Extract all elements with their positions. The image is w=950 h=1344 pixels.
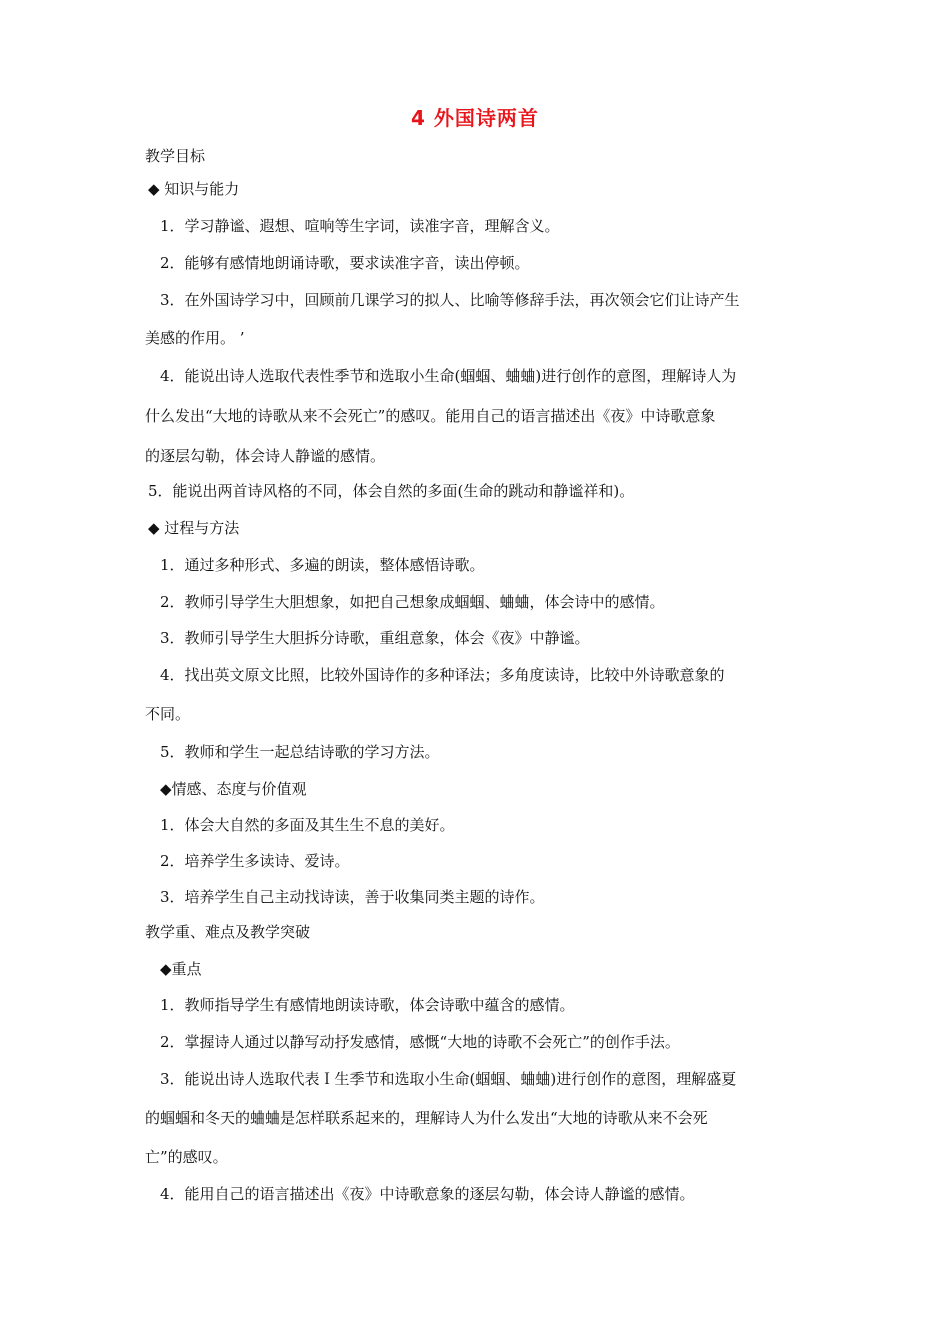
text-line: ◆ 过程与方法 [148, 519, 240, 537]
text-line: 不同。 [145, 705, 191, 723]
text-line: 什么发出“大地的诗歌从来不会死亡”的感叹。能用自己的语言描述出《夜》中诗歌意象 [145, 407, 716, 425]
text-line: 4．能用自己的语言描述出《夜》中诗歌意象的逐层勾勒，体会诗人静谧的感情。 [160, 1185, 695, 1203]
text-line: 2．掌握诗人通过以静写动抒发感情，感慨“大地的诗歌不会死亡”的创作手法。 [160, 1033, 680, 1051]
text-line: 教学重、难点及教学突破 [145, 923, 311, 941]
text-line: 的蝈蝈和冬天的蛐蛐是怎样联系起来的，理解诗人为什么发出“大地的诗歌从来不会死 [145, 1109, 708, 1127]
text-line: 1．教师指导学生有感情地朗读诗歌，体会诗歌中蕴含的感情。 [160, 996, 575, 1014]
text-line: ◆重点 [160, 960, 202, 978]
text-line: ◆情感、态度与价值观 [160, 780, 307, 798]
text-line: 4．找出英文原文比照，比较外国诗作的多种译法；多角度读诗，比较中外诗歌意象的 [160, 666, 725, 684]
text-line: ◆ 知识与能力 [148, 180, 240, 198]
text-line: 3．能说出诗人选取代表Ｉ生季节和选取小生命(蝈蝈、蛐蛐)进行创作的意图，理解盛夏 [160, 1070, 737, 1088]
text-line: 2．教师引导学生大胆想象，如把自己想象成蝈蝈、蛐蛐，体会诗中的感情。 [160, 593, 665, 611]
text-line: 5．能说出两首诗风格的不同，体会自然的多面(生命的跳动和静谧祥和)。 [148, 482, 635, 500]
text-line: 教学目标 [145, 147, 206, 165]
text-line: 1．体会大自然的多面及其生生不息的美好。 [160, 816, 455, 834]
page-title: 4 外国诗两首 [411, 106, 539, 130]
text-line: 4．能说出诗人选取代表性季节和选取小生命(蝈蝈、蛐蛐)进行创作的意图，理解诗人为 [160, 367, 737, 385]
text-line: 2．培养学生多读诗、爱诗。 [160, 852, 350, 870]
text-line: 3．教师引导学生大胆拆分诗歌，重组意象，体会《夜》中静谧。 [160, 629, 590, 647]
text-line: 3．培养学生自己主动找诗读，善于收集同类主题的诗作。 [160, 888, 545, 906]
text-line: 美感的作用。 ’ [145, 329, 245, 347]
text-line: 1．通过多种形式、多遍的朗读，整体感悟诗歌。 [160, 556, 485, 574]
text-line: 1．学习静谧、遐想、喧响等生字词，读准字音，理解含义。 [160, 217, 560, 235]
text-line: 的逐层勾勒，体会诗人静谧的感情。 [145, 447, 386, 465]
text-line: 5．教师和学生一起总结诗歌的学习方法。 [160, 743, 440, 761]
text-line: 亡”的感叹。 [145, 1148, 228, 1166]
text-line: 3．在外国诗学习中，回顾前几课学习的拟人、比喻等修辞手法，再次领会它们让诗产生 [160, 291, 740, 309]
text-line: 2．能够有感情地朗诵诗歌，要求读准字音，读出停顿。 [160, 254, 530, 272]
